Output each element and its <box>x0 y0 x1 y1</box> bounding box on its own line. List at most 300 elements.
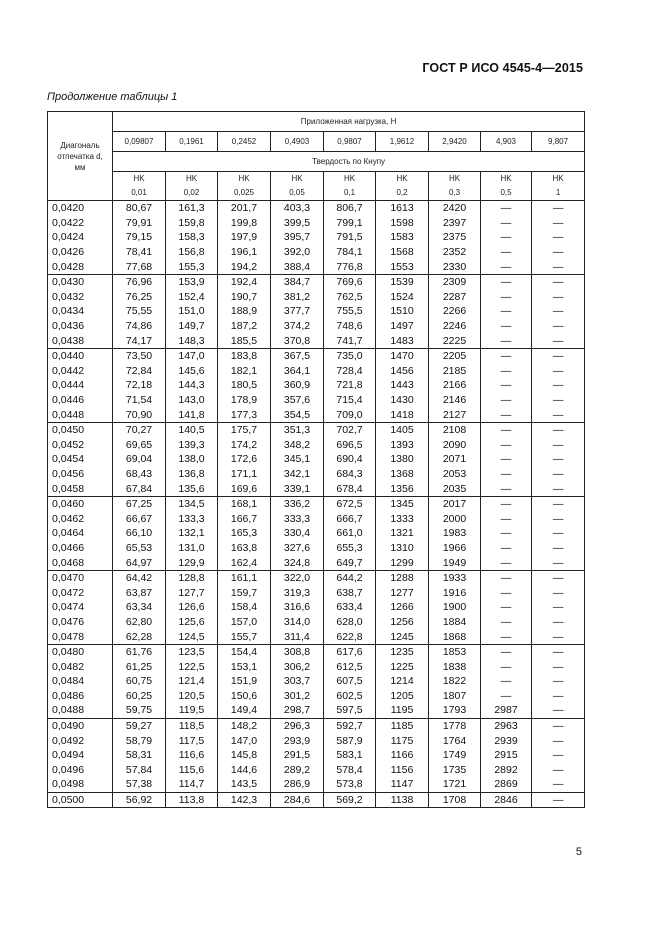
hardness-cell: — <box>481 541 532 556</box>
hardness-cell: 171,1 <box>218 467 271 482</box>
table-row <box>48 452 585 467</box>
hardness-cell: 303,7 <box>271 674 324 689</box>
load-cell: 0,9807 <box>324 132 376 152</box>
hardness-cell: — <box>481 615 532 630</box>
scale-hk: HK <box>185 174 198 183</box>
scale-value: 0,025 <box>233 188 255 197</box>
hardness-cell: 57,84 <box>113 763 166 778</box>
hardness-cell: 381,2 <box>271 290 324 305</box>
hardness-cell: 154,4 <box>218 644 271 659</box>
hardness-cell: 196,1 <box>218 245 271 260</box>
table-row <box>48 763 585 778</box>
hardness-cell: 165,3 <box>218 526 271 541</box>
table-row <box>48 496 585 511</box>
hardness-cell: 60,25 <box>113 689 166 704</box>
hardness-cell: 2000 <box>429 511 481 526</box>
hardness-cell: 1853 <box>429 644 481 659</box>
hardness-cell: 183,8 <box>218 348 271 363</box>
hardness-cell: — <box>532 555 585 570</box>
hardness-cell: 735,0 <box>324 348 376 363</box>
hardness-cell: — <box>481 290 532 305</box>
hardness-cell: 144,3 <box>166 378 218 393</box>
hardness-cell: 762,5 <box>324 290 376 305</box>
hardness-cell: 2330 <box>429 259 481 274</box>
hardness-cell: 133,3 <box>166 511 218 526</box>
scale-cell <box>113 172 166 201</box>
hardness-cell: — <box>532 748 585 763</box>
hardness-cell: 175,7 <box>218 422 271 437</box>
table-row <box>48 378 585 393</box>
hardness-cell: — <box>481 600 532 615</box>
hardness-cell: 612,5 <box>324 659 376 674</box>
hardness-cell: 56,92 <box>113 792 166 808</box>
hardness-cell: 1430 <box>376 393 429 408</box>
hardness-cell: — <box>532 689 585 704</box>
hardness-cell: 1235 <box>376 644 429 659</box>
hardness-cell: 1884 <box>429 615 481 630</box>
hardness-cell: 628,0 <box>324 615 376 630</box>
hardness-cell: 132,1 <box>166 526 218 541</box>
scale-cell <box>429 172 481 201</box>
hardness-cell: 149,4 <box>218 703 271 718</box>
scale-hk: HK <box>448 174 461 183</box>
hardness-cell: 1470 <box>376 348 429 363</box>
hardness-cell: 1245 <box>376 629 429 644</box>
hardness-cell: 62,28 <box>113 629 166 644</box>
hardness-cell: 1185 <box>376 718 429 733</box>
table-row <box>48 689 585 704</box>
hardness-cell: 2090 <box>429 438 481 453</box>
hardness-cell: 327,6 <box>271 541 324 556</box>
hardness-cell: 68,43 <box>113 467 166 482</box>
hardness-cell: — <box>481 629 532 644</box>
hardness-cell: 188,9 <box>218 304 271 319</box>
hardness-cell: 168,1 <box>218 496 271 511</box>
table-row <box>48 748 585 763</box>
hardness-cell: 129,9 <box>166 555 218 570</box>
scale-hk: HK <box>552 174 564 183</box>
hardness-cell: 74,86 <box>113 319 166 334</box>
table-row <box>48 422 585 437</box>
hardness-cell: 134,5 <box>166 496 218 511</box>
diagonal-cell: 0,0458 <box>48 481 113 496</box>
hardness-cell: — <box>481 422 532 437</box>
diagonal-cell: 0,0500 <box>48 792 113 808</box>
hardness-cell: 140,5 <box>166 422 218 437</box>
hardness-cell: 66,67 <box>113 511 166 526</box>
hardness-cell: 155,7 <box>218 629 271 644</box>
table-row <box>48 481 585 496</box>
hardness-cell: 1721 <box>429 777 481 792</box>
hardness-cell: — <box>532 452 585 467</box>
hardness-cell: 1443 <box>376 378 429 393</box>
hardness-cell: — <box>481 393 532 408</box>
hardness-cell: 617,6 <box>324 644 376 659</box>
table-row <box>48 319 585 334</box>
hardness-cell: 1393 <box>376 438 429 453</box>
hardness-cell: — <box>481 689 532 704</box>
hardness-cell: 141,8 <box>166 407 218 422</box>
hardness-cell: 166,7 <box>218 511 271 526</box>
hardness-cell: — <box>532 407 585 422</box>
hardness-cell: — <box>481 644 532 659</box>
table-row <box>48 570 585 585</box>
hardness-cell: 64,97 <box>113 555 166 570</box>
hardness-cell: 135,6 <box>166 481 218 496</box>
hardness-cell: 1966 <box>429 541 481 556</box>
hardness-cell: 374,2 <box>271 319 324 334</box>
hardness-cell: 2987 <box>481 703 532 718</box>
hardness-cell: — <box>532 763 585 778</box>
hardness-cell: 66,10 <box>113 526 166 541</box>
hardness-cell: 330,4 <box>271 526 324 541</box>
hardness-cell: 633,4 <box>324 600 376 615</box>
diagonal-cell: 0,0450 <box>48 422 113 437</box>
hardness-cell: 1321 <box>376 526 429 541</box>
table-row <box>48 674 585 689</box>
hardness-cell: 69,04 <box>113 452 166 467</box>
hardness-cell: 286,9 <box>271 777 324 792</box>
hardness-cell: 156,8 <box>166 245 218 260</box>
diagonal-cell: 0,0424 <box>48 230 113 245</box>
load-header: Приложенная нагрузка, Н <box>113 112 585 132</box>
table-row <box>48 216 585 231</box>
scale-hk: HK <box>133 174 145 183</box>
hardness-cell: 63,87 <box>113 585 166 600</box>
hardness-cell: 131,0 <box>166 541 218 556</box>
hardness-cell: — <box>532 467 585 482</box>
hardness-cell: 721,8 <box>324 378 376 393</box>
hardness-cell: 684,3 <box>324 467 376 482</box>
hardness-cell: 342,1 <box>271 467 324 482</box>
hardness-cell: 345,1 <box>271 452 324 467</box>
table-row <box>48 364 585 379</box>
hardness-cell: 76,25 <box>113 290 166 305</box>
hardness-cell: 58,79 <box>113 733 166 748</box>
hardness-cell: 1256 <box>376 615 429 630</box>
hardness-cell: 59,27 <box>113 718 166 733</box>
hardness-cell: 161,3 <box>166 201 218 216</box>
hardness-cell: 72,84 <box>113 364 166 379</box>
diagonal-cell: 0,0496 <box>48 763 113 778</box>
hardness-cell: 1405 <box>376 422 429 437</box>
hardness-cell: 139,3 <box>166 438 218 453</box>
hardness-cell: 80,67 <box>113 201 166 216</box>
hardness-cell: 177,3 <box>218 407 271 422</box>
hardness-cell: 174,2 <box>218 438 271 453</box>
hardness-cell: 2205 <box>429 348 481 363</box>
hardness-cell: 399,5 <box>271 216 324 231</box>
hardness-cell: 1266 <box>376 600 429 615</box>
hardness-cell: 1483 <box>376 333 429 348</box>
hardness-cell: — <box>481 585 532 600</box>
hardness-cell: 1205 <box>376 689 429 704</box>
hardness-cell: 696,5 <box>324 438 376 453</box>
hardness-cell: 597,5 <box>324 703 376 718</box>
hardness-cell: 2892 <box>481 763 532 778</box>
table-row <box>48 541 585 556</box>
hardness-cell: 2127 <box>429 407 481 422</box>
hardness-cell: — <box>481 570 532 585</box>
hardness-cell: — <box>532 348 585 363</box>
scale-hk: HK <box>343 174 356 183</box>
hardness-cell: 142,3 <box>218 792 271 808</box>
hardness-cell: 755,5 <box>324 304 376 319</box>
hardness-cell: 1310 <box>376 541 429 556</box>
table-row <box>48 718 585 733</box>
hardness-cell: — <box>481 511 532 526</box>
hardness-cell: 127,7 <box>166 585 218 600</box>
hardness-cell: 1356 <box>376 481 429 496</box>
hardness-cell: — <box>481 245 532 260</box>
hardness-cell: 638,7 <box>324 585 376 600</box>
hardness-cell: 73,50 <box>113 348 166 363</box>
hardness-cell: 61,25 <box>113 659 166 674</box>
hardness-cell: — <box>481 674 532 689</box>
diagonal-cell: 0,0428 <box>48 259 113 274</box>
hardness-cell: 666,7 <box>324 511 376 526</box>
hardness-cell: — <box>532 333 585 348</box>
hardness-cell: 169,6 <box>218 481 271 496</box>
hardness-cell: 77,68 <box>113 259 166 274</box>
diagonal-cell: 0,0476 <box>48 615 113 630</box>
scale-value: 1 <box>555 188 561 197</box>
hardness-cell: 377,7 <box>271 304 324 319</box>
hardness-cell: 2053 <box>429 467 481 482</box>
hardness-cell: — <box>532 481 585 496</box>
hardness-cell: — <box>481 216 532 231</box>
diagonal-cell: 0,0488 <box>48 703 113 718</box>
hardness-cell: 1288 <box>376 570 429 585</box>
hardness-cell: 791,5 <box>324 230 376 245</box>
hardness-cell: 784,1 <box>324 245 376 260</box>
diagonal-cell: 0,0478 <box>48 629 113 644</box>
hardness-cell: 2352 <box>429 245 481 260</box>
hardness-cell: 2375 <box>429 230 481 245</box>
diagonal-cell: 0,0490 <box>48 718 113 733</box>
hardness-cell: — <box>532 541 585 556</box>
hardness-cell: — <box>532 792 585 808</box>
diagonal-cell: 0,0480 <box>48 644 113 659</box>
hardness-cell: 59,75 <box>113 703 166 718</box>
hardness-cell: — <box>481 319 532 334</box>
diagonal-cell: 0,0494 <box>48 748 113 763</box>
hardness-cell: — <box>532 230 585 245</box>
diagonal-cell: 0,0432 <box>48 290 113 305</box>
hardness-cell: 284,6 <box>271 792 324 808</box>
table-row <box>48 304 585 319</box>
hardness-cell: 155,3 <box>166 259 218 274</box>
hardness-cell: 1225 <box>376 659 429 674</box>
scales-row <box>48 172 585 201</box>
load-cell: 0,2452 <box>218 132 271 152</box>
hardness-cell: 144,6 <box>218 763 271 778</box>
hardness-cell: 62,80 <box>113 615 166 630</box>
diagonal-cell: 0,0498 <box>48 777 113 792</box>
table-row <box>48 629 585 644</box>
hardness-cell: — <box>532 201 585 216</box>
diagonal-cell: 0,0482 <box>48 659 113 674</box>
scale-value: 0,2 <box>396 188 408 197</box>
hardness-cell: — <box>481 467 532 482</box>
hardness-cell: 2246 <box>429 319 481 334</box>
hardness-cell: 298,7 <box>271 703 324 718</box>
load-cell: 1,9612 <box>376 132 429 152</box>
hardness-cell: 76,96 <box>113 274 166 289</box>
diagonal-cell: 0,0464 <box>48 526 113 541</box>
hardness-cell: — <box>481 259 532 274</box>
table-row <box>48 393 585 408</box>
hardness-cell: 2146 <box>429 393 481 408</box>
diagonal-cell: 0,0422 <box>48 216 113 231</box>
diagonal-cell: 0,0472 <box>48 585 113 600</box>
hardness-cell: 314,0 <box>271 615 324 630</box>
hardness-cell: — <box>532 422 585 437</box>
hardness-cell: 1583 <box>376 230 429 245</box>
hardness-cell: 592,7 <box>324 718 376 733</box>
hardness-cell: 2225 <box>429 333 481 348</box>
diagonal-cell: 0,0442 <box>48 364 113 379</box>
hardness-cell: 124,5 <box>166 629 218 644</box>
hardness-cell: 1916 <box>429 585 481 600</box>
load-cell: 0,1961 <box>166 132 218 152</box>
hardness-cell: 370,8 <box>271 333 324 348</box>
scale-value: 0,5 <box>500 188 512 197</box>
hardness-cell: 1214 <box>376 674 429 689</box>
diagonal-cell: 0,0446 <box>48 393 113 408</box>
scale-cell <box>532 172 585 201</box>
hardness-cell: 2266 <box>429 304 481 319</box>
hardness-cell: 79,15 <box>113 230 166 245</box>
hardness-cell: — <box>481 230 532 245</box>
hardness-cell: 113,8 <box>166 792 218 808</box>
table-row <box>48 733 585 748</box>
hardness-cell: 70,90 <box>113 407 166 422</box>
hardness-cell: 324,8 <box>271 555 324 570</box>
hardness-cell: 136,8 <box>166 467 218 482</box>
hardness-cell: 769,6 <box>324 274 376 289</box>
hardness-cell: 348,2 <box>271 438 324 453</box>
hardness-cell: 64,42 <box>113 570 166 585</box>
load-cell: 4,903 <box>481 132 532 152</box>
hardness-cell: 57,38 <box>113 777 166 792</box>
hardness-cell: — <box>532 703 585 718</box>
hardness-cell: 1900 <box>429 600 481 615</box>
hardness-cell: 573,8 <box>324 777 376 792</box>
hardness-cell: — <box>481 438 532 453</box>
hardness-cell: 1598 <box>376 216 429 231</box>
diagonal-cell: 0,0470 <box>48 570 113 585</box>
table-row <box>48 201 585 216</box>
hardness-cell: 117,5 <box>166 733 218 748</box>
hardness-cell: 2017 <box>429 496 481 511</box>
hardness-cell: 192,4 <box>218 274 271 289</box>
hardness-cell: 649,7 <box>324 555 376 570</box>
hardness-cell: 128,8 <box>166 570 218 585</box>
hardness-cell: 799,1 <box>324 216 376 231</box>
table-row <box>48 526 585 541</box>
hardness-cell: 1539 <box>376 274 429 289</box>
hardness-cell: 65,53 <box>113 541 166 556</box>
hardness-cell: 2309 <box>429 274 481 289</box>
hardness-cell: 1553 <box>376 259 429 274</box>
hardness-cell: 1807 <box>429 689 481 704</box>
hardness-cell: 138,0 <box>166 452 218 467</box>
hardness-cell: 1778 <box>429 718 481 733</box>
hardness-cell: 60,75 <box>113 674 166 689</box>
hardness-cell: — <box>481 659 532 674</box>
hardness-cell: 333,3 <box>271 511 324 526</box>
hardness-cell: 70,27 <box>113 422 166 437</box>
hardness-cell: 199,8 <box>218 216 271 231</box>
hardness-cell: 308,8 <box>271 644 324 659</box>
scale-value: 0,3 <box>448 188 461 197</box>
hardness-cell: 190,7 <box>218 290 271 305</box>
hardness-cell: 197,9 <box>218 230 271 245</box>
table-row <box>48 644 585 659</box>
hardness-cell: 715,4 <box>324 393 376 408</box>
table-row <box>48 333 585 348</box>
diagonal-cell: 0,0466 <box>48 541 113 556</box>
hardness-cell: 289,2 <box>271 763 324 778</box>
hardness-cell: 2035 <box>429 481 481 496</box>
diagonal-cell: 0,0474 <box>48 600 113 615</box>
hardness-cell: 1510 <box>376 304 429 319</box>
table-row <box>48 348 585 363</box>
scale-hk: HK <box>396 174 408 183</box>
hardness-cell: — <box>532 438 585 453</box>
scale-cell <box>271 172 324 201</box>
diagonal-cell: 0,0426 <box>48 245 113 260</box>
table-caption: Продолжение таблицы 1 <box>47 91 178 103</box>
diagonal-cell: 0,0492 <box>48 733 113 748</box>
scale-cell <box>218 172 271 201</box>
hardness-cell: 806,7 <box>324 201 376 216</box>
hardness-cell: 748,6 <box>324 319 376 334</box>
hardness-cell: 120,5 <box>166 689 218 704</box>
hardness-cell: 185,5 <box>218 333 271 348</box>
table-row <box>48 438 585 453</box>
hardness-cell: 741,7 <box>324 333 376 348</box>
table-row <box>48 600 585 615</box>
hardness-cell: 161,1 <box>218 570 271 585</box>
hardness-cell: 672,5 <box>324 496 376 511</box>
hardness-cell: 1138 <box>376 792 429 808</box>
hardness-cell: 115,6 <box>166 763 218 778</box>
hardness-cell: 71,54 <box>113 393 166 408</box>
scale-value: 0,05 <box>289 188 305 197</box>
scale-value: 0,02 <box>183 188 200 197</box>
hardness-cell: 2939 <box>481 733 532 748</box>
hardness-cell: 1933 <box>429 570 481 585</box>
diagonal-cell: 0,0456 <box>48 467 113 482</box>
hardness-cell: 1195 <box>376 703 429 718</box>
hardness-cell: 69,65 <box>113 438 166 453</box>
hardness-cell: 118,5 <box>166 718 218 733</box>
hardness-cell: 1156 <box>376 763 429 778</box>
hardness-cell: — <box>532 526 585 541</box>
hardness-cell: 1345 <box>376 496 429 511</box>
table-row <box>48 467 585 482</box>
hardness-cell: 1497 <box>376 319 429 334</box>
hardness-cell: 1299 <box>376 555 429 570</box>
diagonal-cell: 0,0454 <box>48 452 113 467</box>
hardness-header: Твердость по Кнупу <box>113 152 585 172</box>
hardness-cell: 147,0 <box>166 348 218 363</box>
hardness-cell: 1277 <box>376 585 429 600</box>
hardness-cell: 122,5 <box>166 659 218 674</box>
hardness-cell: 364,1 <box>271 364 324 379</box>
